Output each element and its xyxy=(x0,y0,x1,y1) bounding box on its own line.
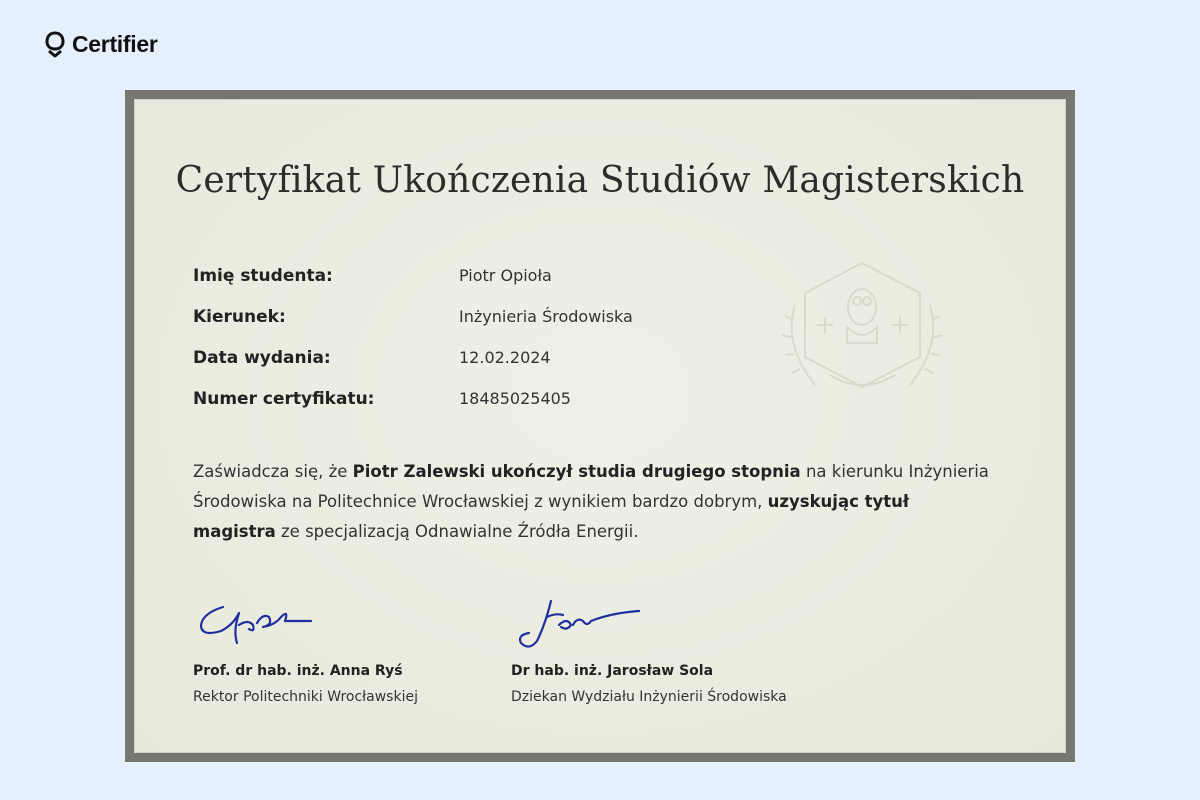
signature-block-dean xyxy=(511,595,787,705)
signatory-role: Dziekan Wydziału Inżynierii Środowiska xyxy=(511,689,787,705)
certification-statement xyxy=(193,457,993,547)
signatory-role: Rektor Politechniki Wrocławskiej xyxy=(193,689,418,705)
field-value: 12.02.2024 xyxy=(459,348,551,367)
statement-text: Zaświadcza się, że xyxy=(193,462,353,481)
field-value: Piotr Opioła xyxy=(459,266,552,285)
signature-rector-icon xyxy=(193,595,333,655)
field-value: Inżynieria Środowiska xyxy=(459,307,633,326)
statement-emphasis: uzyskując tytuł magistra xyxy=(193,492,910,541)
field-label: Numer certyfikatu: xyxy=(193,388,375,409)
signatory-name: Prof. dr hab. inż. Anna Ryś xyxy=(193,663,403,679)
field-issue-date xyxy=(193,337,633,378)
certificate-paper xyxy=(134,99,1066,753)
signatory-name: Dr hab. inż. Jarosław Sola xyxy=(511,663,714,679)
field-student-name xyxy=(193,255,633,296)
field-certificate-number xyxy=(193,378,633,419)
field-label: Imię studenta: xyxy=(193,265,333,286)
statement-text: ze specjalizacją Odnawialne Źródła Energii. xyxy=(275,522,639,541)
certificate-details xyxy=(193,255,633,419)
field-label: Kierunek: xyxy=(193,306,286,327)
brand-name: Certifier xyxy=(72,30,158,57)
statement-text: na kierunku Inżynieria Środowiska na Politechnice Wrocławskiej z wynikiem bardzo dobrym, xyxy=(193,462,989,511)
field-value: 18485025405 xyxy=(459,389,571,408)
field-course xyxy=(193,296,633,337)
statement-emphasis: Piotr Zalewski ukończył studia drugiego stopnia xyxy=(352,462,801,481)
certificate-title: Certyfikat Ukończenia Studiów Magisterskich xyxy=(175,160,1025,201)
university-seal-watermark-icon xyxy=(775,245,950,405)
signature-block-rector xyxy=(193,595,418,705)
certifier-logo[interactable] xyxy=(44,30,158,58)
field-label: Data wydania: xyxy=(193,347,331,368)
certificate-frame xyxy=(125,90,1075,762)
signature-dean-icon xyxy=(511,595,651,655)
certifier-logo-icon xyxy=(44,30,66,58)
